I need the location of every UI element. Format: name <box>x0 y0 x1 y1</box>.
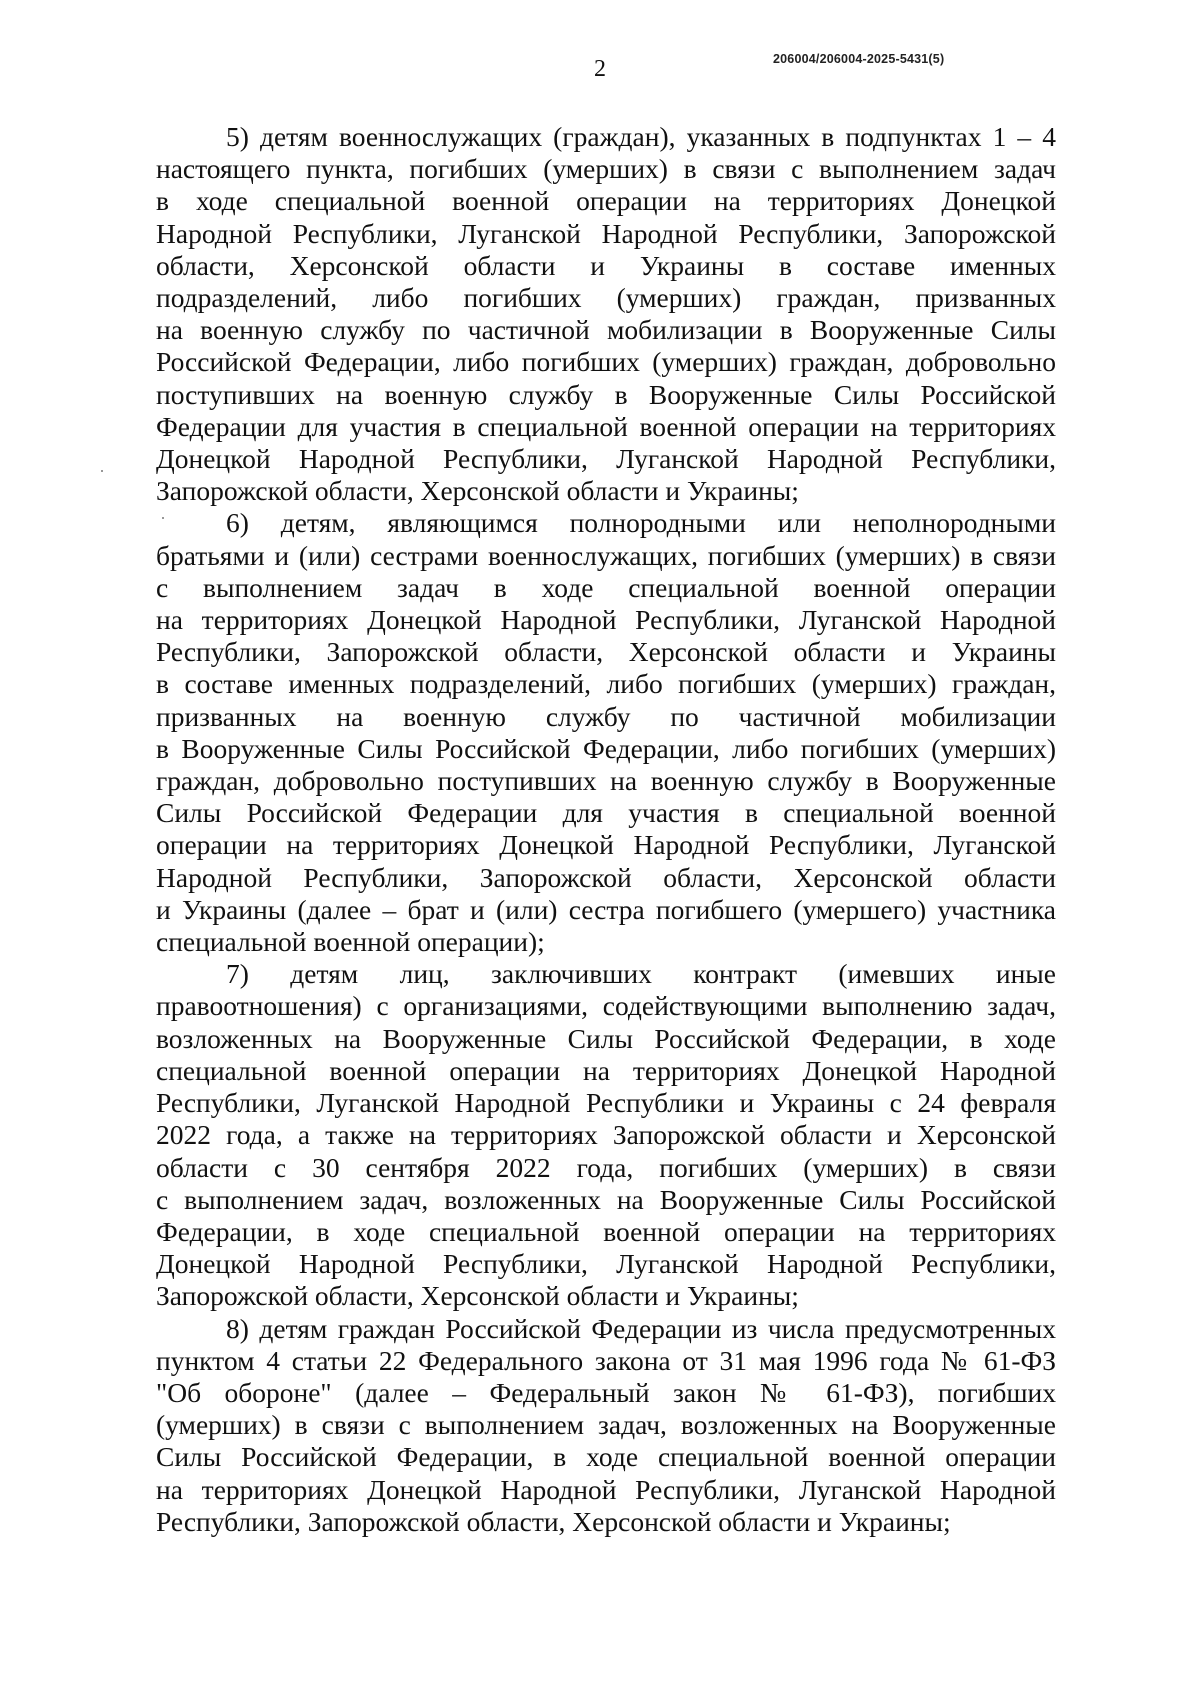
text-line: с выполнением задач в ходе специальной военной операции <box>156 571 1056 603</box>
text-line: поступивших на военную службу в Вооруженные Силы Российской <box>156 378 1056 410</box>
scan-speck <box>162 517 164 519</box>
text-line: Республики, Луганской Народной Республики и Украины с 24 февраля <box>156 1087 1056 1119</box>
text-line: в Вооруженные Силы Российской Федерации, либо погибших (умерших) <box>156 732 1056 764</box>
text-line: области с 30 сентября 2022 года, погибших (умерших) в связи <box>156 1151 1056 1183</box>
text-line: и Украины (далее – брат и (или) сестра погибшего (умершего) участника <box>156 893 1056 925</box>
text-line: в ходе специальной военной операции на территориях Донецкой <box>156 185 1056 217</box>
text-line: Народной Республики, Запорожской области, Херсонской области <box>156 861 1056 893</box>
document-id: 206004/206004-2025-5431(5) <box>773 52 945 66</box>
text-line: Донецкой Народной Республики, Луганской Народной Республики, <box>156 443 1056 475</box>
text-line: (умерших) в связи с выполнением задач, возложенных на Вооруженные <box>156 1409 1056 1441</box>
text-line: Силы Российской Федерации для участия в специальной военной <box>156 797 1056 829</box>
text-line: подразделений, либо погибших (умерших) граждан, призванных <box>156 282 1056 314</box>
text-line: Силы Российской Федерации, в ходе специальной военной операции <box>156 1441 1056 1473</box>
text-line: настоящего пункта, погибших (умерших) в связи с выполнением задач <box>156 153 1056 185</box>
page-number: 2 <box>594 56 606 82</box>
text-line: области, Херсонской области и Украины в составе именных <box>156 249 1056 281</box>
text-line: 6) детям, являющимся полнородными или неполнородными <box>226 507 1056 539</box>
text-line: Запорожской области, Херсонской области и Украины; <box>156 1280 799 1312</box>
text-line: Республики, Запорожской области, Херсонской области и Украины; <box>156 1505 951 1537</box>
text-line: специальной военной операции на территориях Донецкой Народной <box>156 1054 1056 1086</box>
text-line: Федерации, в ходе специальной военной операции на территориях <box>156 1215 1056 1247</box>
text-line: на военную службу по частичной мобилизации в Вооруженные Силы <box>156 314 1056 346</box>
text-line: на территориях Донецкой Народной Республики, Луганской Народной <box>156 604 1056 636</box>
text-line: граждан, добровольно поступивших на военную службу в Вооруженные <box>156 765 1056 797</box>
text-line: операции на территориях Донецкой Народной Республики, Луганской <box>156 829 1056 861</box>
text-line: Республики, Запорожской области, Херсонской области и Украины <box>156 636 1056 668</box>
text-line: правоотношения) с организациями, содействующими выполнению задач, <box>156 990 1056 1022</box>
text-line: на территориях Донецкой Народной Республики, Луганской Народной <box>156 1473 1056 1505</box>
text-line: Российской Федерации, либо погибших (умерших) граждан, добровольно <box>156 346 1056 378</box>
text-line: призванных на военную службу по частичной мобилизации <box>156 700 1056 732</box>
text-line: 5) детям военнослужащих (граждан), указанных в подпунктах 1 – 4 <box>226 121 1056 152</box>
text-line: пунктом 4 статьи 22 Федерального закона от 31 мая 1996 года № 61-ФЗ <box>156 1344 1056 1376</box>
text-line: 7) детям лиц, заключивших контракт (имевших иные <box>226 958 1056 990</box>
text-line: с выполнением задач, возложенных на Вооруженные Силы Российской <box>156 1183 1056 1215</box>
text-line: в составе именных подразделений, либо погибших (умерших) граждан, <box>156 668 1056 700</box>
text-line: "Об обороне" (далее – Федеральный закон № 61-ФЗ), погибших <box>156 1376 1056 1408</box>
text-line: Народной Республики, Луганской Народной Республики, Запорожской <box>156 217 1056 249</box>
text-line: братьями и (или) сестрами военнослужащих, погибших (умерших) в связи <box>156 539 1056 571</box>
text-line: Запорожской области, Херсонской области и Украины; <box>156 475 799 507</box>
text-line: 8) детям граждан Российской Федерации из числа предусмотренных <box>226 1312 1056 1344</box>
text-line: возложенных на Вооруженные Силы Российской Федерации, в ходе <box>156 1022 1056 1054</box>
text-line: Донецкой Народной Республики, Луганской Народной Республики, <box>156 1248 1056 1280</box>
text-line: специальной военной операции); <box>156 926 545 958</box>
document-body <box>156 121 1056 1538</box>
text-line: Федерации для участия в специальной военной операции на территориях <box>156 410 1056 442</box>
text-line: 2022 года, а также на территориях Запорожской области и Херсонской <box>156 1119 1056 1151</box>
scan-speck <box>101 470 103 472</box>
